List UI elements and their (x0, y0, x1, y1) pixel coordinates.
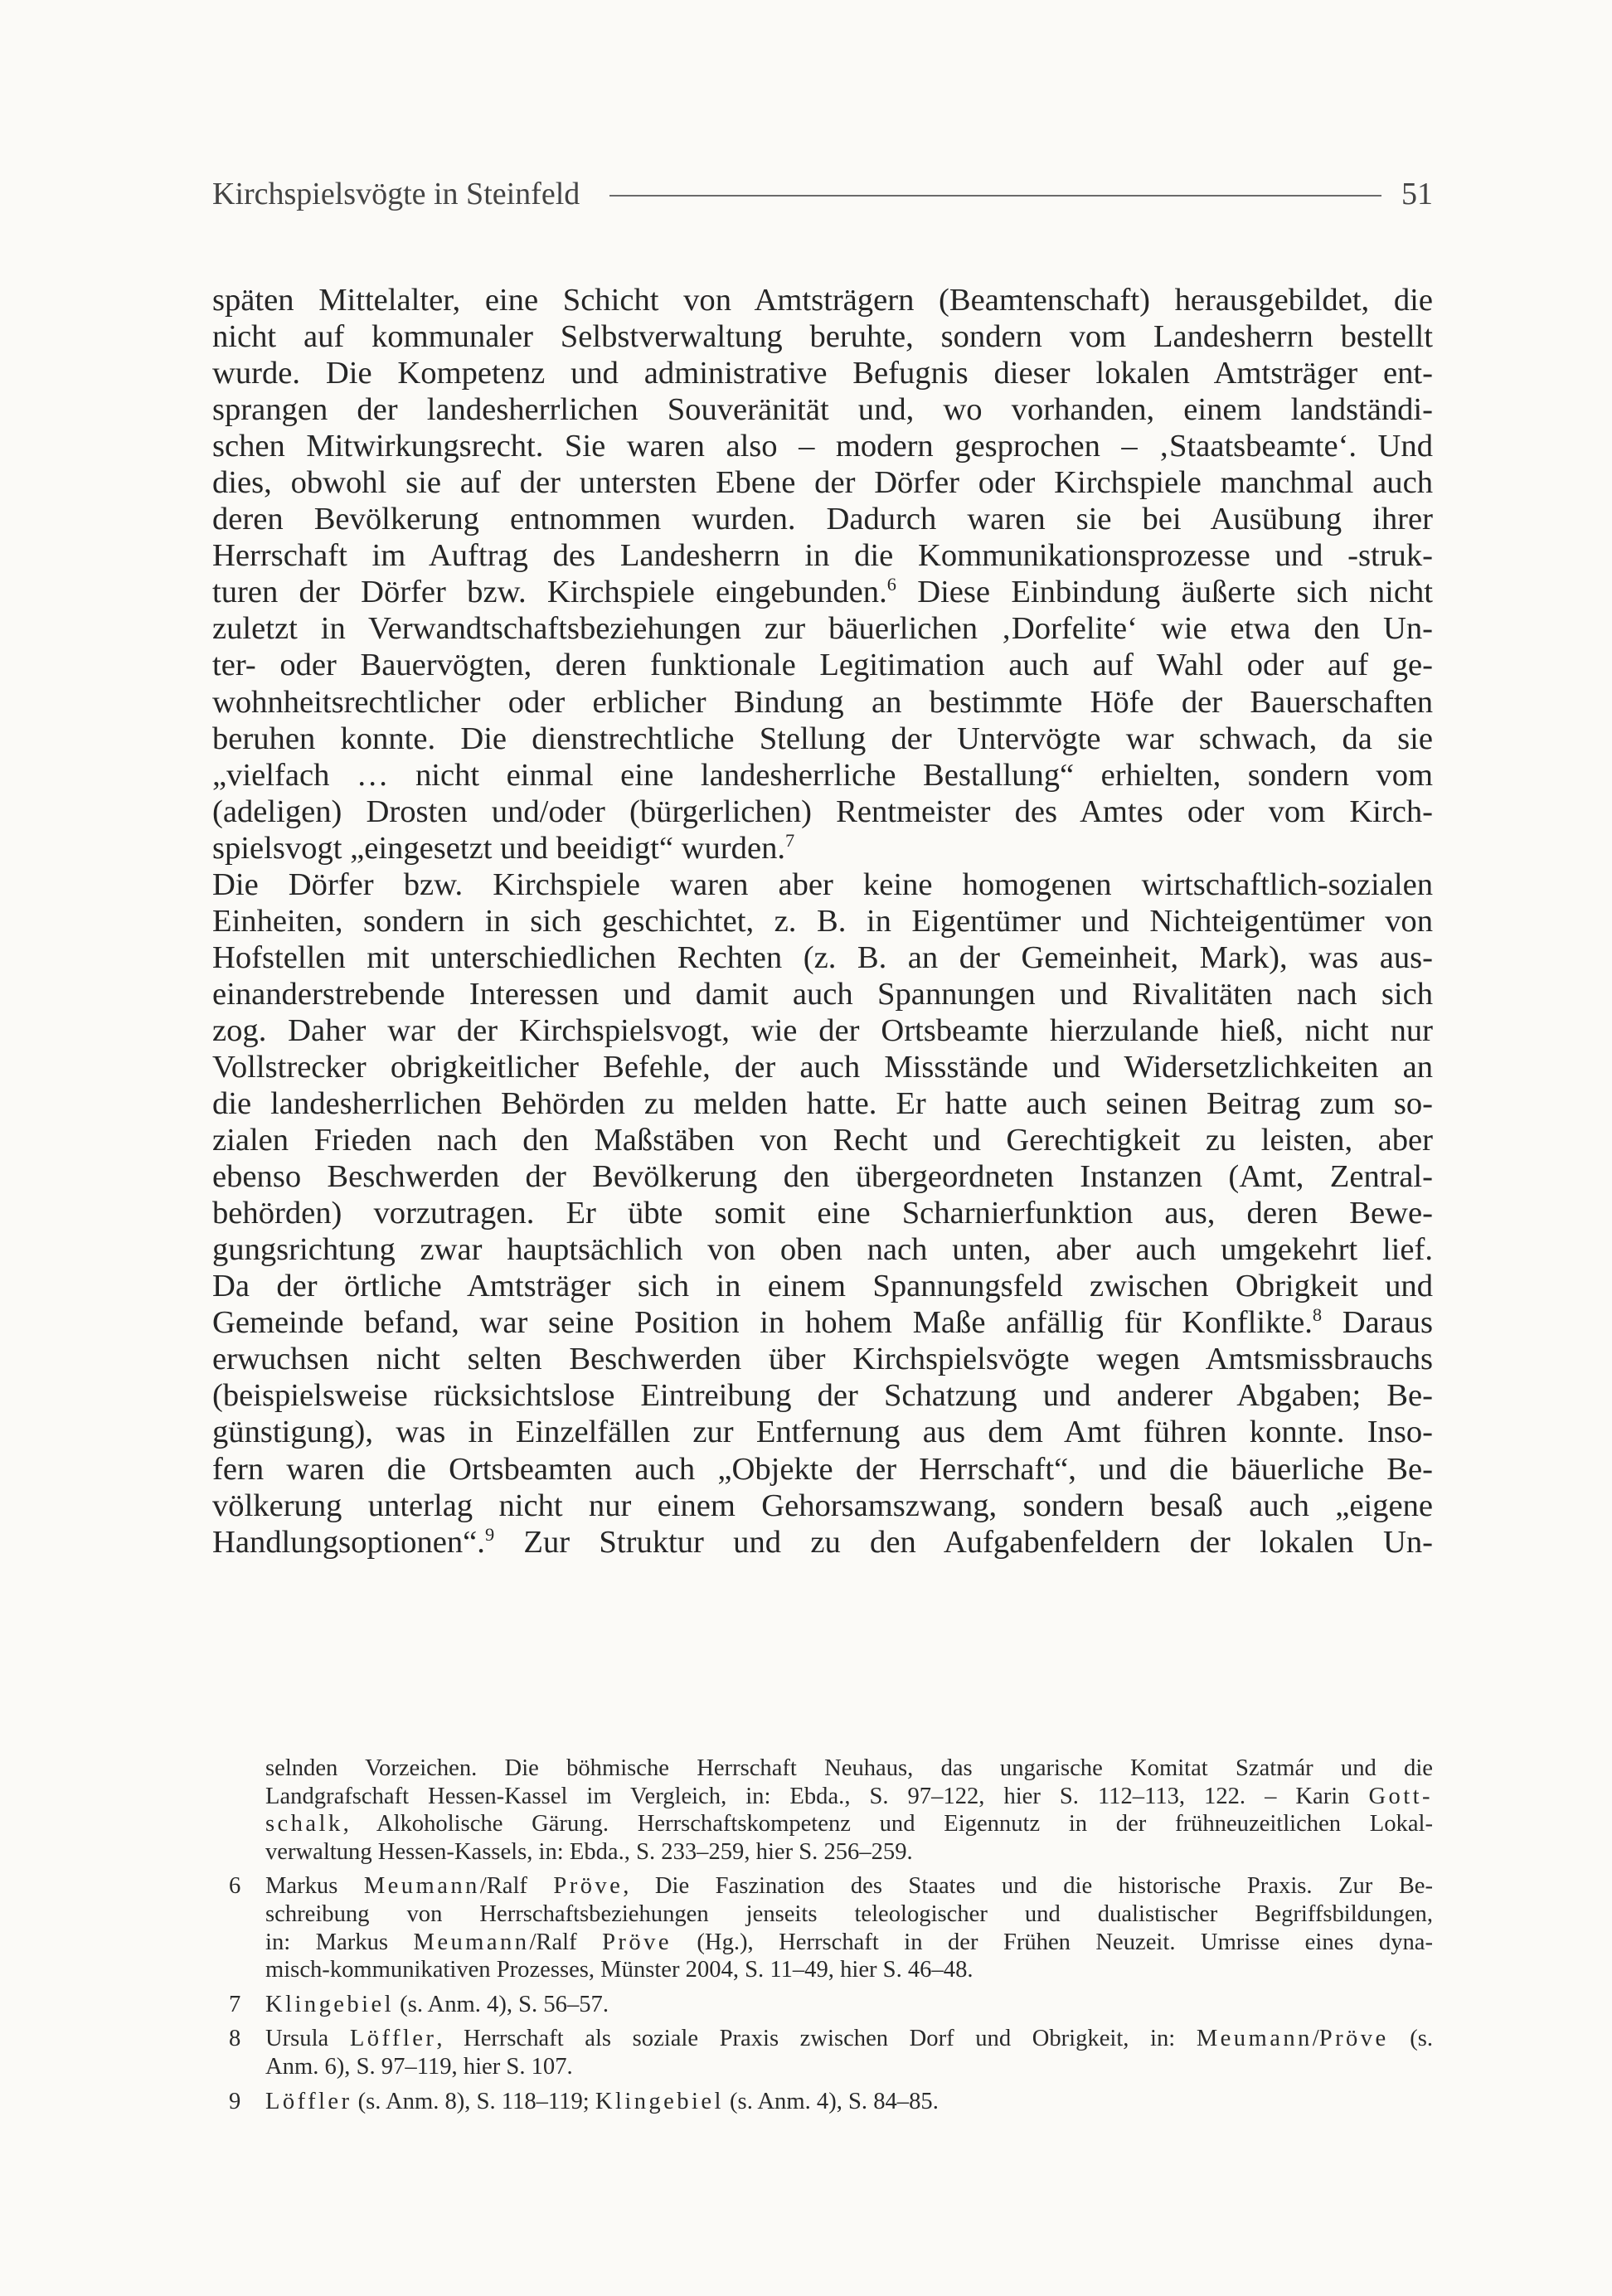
footnote-text: , Herrschaft als soziale Praxis zwischen Dorf und Obrigkeit, in: (436, 2026, 1197, 2052)
body-line: dies, obwohl sie auf der untersten Ebene der Dörfer oder Kirchspiele manchmal auch (212, 465, 1433, 501)
footnote-number: 6 (229, 1873, 241, 1900)
body-line: Einheiten, sondern in sich geschichtet, z. B. in Eigentümer und Nichteigentümer von (212, 903, 1433, 939)
footnote-text: (s. (1388, 2026, 1433, 2052)
footnote-text: Markus (265, 1873, 364, 1900)
body-text (212, 282, 1433, 1561)
body-line: fern waren die Ortsbeamten auch „Objekte der Herrschaft“, und die bäuerliche Be- (212, 1451, 1433, 1487)
body-line: günstigung), was in Einzelfällen zur Entfernung aus dem Amt führen konnte. Inso- (212, 1415, 1433, 1450)
body-line: Hofstellen mit unterschiedlichen Rechten (z. B. an der Gemeinheit, Mark), was aus- (212, 939, 1433, 975)
body-line: (beispielsweise rücksichtslose Eintreibung der Schatzung und anderer Abgaben; Be- (212, 1378, 1433, 1414)
body-line (212, 574, 1433, 610)
footnote-line: selnden Vorzeichen. Die böhmische Herrschaft Neuhaus, das ungarische Komitat Szatmár und die (265, 1755, 1433, 1781)
author-name: schalk (265, 1811, 343, 1837)
running-head-rule (609, 195, 1381, 197)
author-name: Löffler (265, 2088, 352, 2114)
footnote-line (265, 1872, 1433, 1900)
footnote-line: verwaltung Hessen-Kassels, in: Ebda., S. 233–259, hier S. 256–259. (265, 1838, 913, 1865)
body-line: nicht auf kommunaler Selbstverwaltung beruhte, sondern vom Landesherrn bestellt (212, 319, 1433, 355)
author-name: Klingebiel (595, 2088, 724, 2114)
footnote-number: 9 (229, 2088, 241, 2114)
author-name: Gott- (1368, 1783, 1433, 1809)
footnote-line (265, 1810, 1433, 1838)
footnote-text: (s. Anm. 8), S. 118–119; (352, 2088, 595, 2114)
footnote-text: Landgrafschaft Hessen-Kassel im Vergleich, in: Ebda., S. 97–122, hier S. 112–113, 122. – Karin (265, 1783, 1369, 1809)
body-line: beruhen konnte. Die dienstrechtliche Stellung der Untervögte war schwach, da sie (212, 721, 1433, 756)
body-line-text: turen der Dörfer bzw. Kirchspiele eingebunden. (212, 575, 887, 610)
body-line-text: Diese Einbindung äußerte sich nicht (896, 575, 1433, 610)
footnote-text: (Hg.), Herrschaft in der Frühen Neuzeit. Umrisse eines dyna- (671, 1929, 1433, 1955)
footnote-text: , Alkoholische Gärung. Herrschaftskompetenz und Eigennutz in der frühneuzeitlichen Lokal- (342, 1811, 1433, 1837)
body-line (212, 1304, 1433, 1341)
footnote-6 (212, 1872, 1433, 1983)
running-head (212, 171, 1433, 217)
body-line-text: Gemeinde befand, war seine Position in hohem Maße anfällig für Konflikte. (212, 1305, 1313, 1341)
author-name: Pröve (602, 1929, 672, 1955)
footnote-continued (212, 1755, 1433, 1866)
author-name: Meumann (1196, 2026, 1313, 2052)
author-name: Pröve (1318, 2026, 1389, 2052)
body-line: wohnheitsrechtlicher oder erblicher Bindung an bestimmte Höfe der Bauerschaften (212, 684, 1433, 720)
author-name: Löffler (349, 2026, 437, 2052)
body-line: Vollstrecker obrigkeitlicher Befehle, der auch Missstände und Widersetzlichkeiten an (212, 1049, 1433, 1085)
body-line: die landesherrlichen Behörden zu melden hatte. Er hatte auch seinen Beitrag zum so- (212, 1086, 1433, 1122)
footnote-line (265, 1783, 1433, 1811)
footnote-ref-6[interactable]: 6 (886, 574, 896, 595)
footnote-text: (s. Anm. 4), S. 56–57. (394, 1991, 609, 2017)
footnote-text: , Die Faszination des Staates und die historische Praxis. Zur Be- (623, 1873, 1433, 1900)
footnote-text: /Ralf (479, 1873, 554, 1900)
body-line: sprangen der landesherrlichen Souveränität und, wo vorhanden, einem landständi- (212, 392, 1433, 428)
footnote-9 (212, 2088, 1433, 2116)
body-line: erwuchsen nicht selten Beschwerden über Kirchspielsvögte wegen Amtsmissbrauchs (212, 1342, 1433, 1377)
body-line: gungsrichtung zwar hauptsächlich von oben nach unten, aber auch umgekehrt lief. (212, 1232, 1433, 1268)
body-line (212, 1524, 1433, 1561)
body-line: ter- oder Bauervögten, deren funktionale Legitimation auch auf Wahl oder auf ge- (212, 648, 1433, 683)
footnote-line: schreibung von Herrschaftsbeziehungen jenseits teleologischer und dualistischer Begriffsbildungen, (265, 1900, 1433, 1927)
author-name: Meumann (363, 1873, 480, 1900)
body-line: „vielfach … nicht einmal eine landesherrliche Bestallung“ erhielten, sondern vom (212, 757, 1433, 793)
author-name: Meumann (413, 1929, 530, 1955)
body-line: Herrschaft im Auftrag des Landesherrn in die Kommunikationsprozesse und -struk- (212, 538, 1433, 574)
footnote-ref-9[interactable]: 9 (484, 1523, 495, 1545)
body-line: Da der örtliche Amtsträger sich in einem Spannungsfeld zwischen Obrigkeit und (212, 1269, 1433, 1304)
footnote-line: Anm. 6), S. 97–119, hier S. 107. (265, 2053, 573, 2080)
footnote-line (265, 1991, 1433, 2019)
footnote-text: Ursula (265, 2026, 350, 2052)
running-head-title: Kirchspielsvögte in Steinfeld (212, 177, 580, 211)
footnote-line: misch-kommunikativen Prozesses, Münster 2004, S. 11–49, hier S. 46–48. (265, 1957, 974, 1983)
footnotes (212, 1755, 1433, 2115)
body-line: völkerung unterlag nicht nur einem Gehorsamszwang, sondern besaß auch „eigene (212, 1488, 1433, 1523)
body-line-text: Daraus (1322, 1305, 1433, 1341)
body-line: (adeligen) Drosten und/oder (bürgerlichen) Rentmeister des Amtes oder vom Kirch- (212, 794, 1433, 829)
footnote-7 (212, 1991, 1433, 2019)
body-line-text: Zur Struktur und zu den Aufgabenfeldern der lokalen Un- (494, 1524, 1433, 1560)
footnote-number: 8 (229, 2026, 241, 2052)
footnote-line (265, 2088, 1433, 2116)
body-line: späten Mittelalter, eine Schicht von Amtsträgern (Beamtenschaft) herausgebildet, die (212, 283, 1433, 318)
body-line: deren Bevölkerung entnommen wurden. Dadurch waren sie bei Ausübung ihrer (212, 502, 1433, 537)
body-line: zialen Frieden nach den Maßstäben von Recht und Gerechtigkeit zu leisten, aber (212, 1123, 1433, 1158)
footnote-text: /Ralf (529, 1929, 603, 1955)
body-line-text: Handlungsoptionen“. (212, 1524, 485, 1560)
body-line: schen Mitwirkungsrecht. Sie waren also – modern gesprochen – ‚Staatsbeamte‘. Und (212, 429, 1433, 464)
author-name: Klingebiel (265, 1991, 395, 2017)
body-line (212, 830, 1433, 866)
footnote-ref-8[interactable]: 8 (1312, 1304, 1323, 1326)
body-line: ebenso Beschwerden der Bevölkerung den übergeordneten Instanzen (Amt, Zentral- (212, 1159, 1433, 1195)
page-number: 51 (1401, 177, 1433, 211)
footnote-number: 7 (229, 1991, 241, 2017)
footnote-ref-7[interactable]: 7 (785, 829, 795, 851)
body-line: einanderstrebende Interessen und damit auch Spannungen und Rivalitäten nach sich (212, 976, 1433, 1012)
body-line: Die Dörfer bzw. Kirchspiele waren aber keine homogenen wirtschaftlich-sozialen (212, 866, 1433, 902)
footnote-text: in: Markus (265, 1929, 414, 1955)
body-line: zuletzt in Verwandtschaftsbeziehungen zur bäuerlichen ‚Dorfelite‘ wie etwa den Un- (212, 611, 1433, 647)
body-line: behörden) vorzutragen. Er übte somit eine Scharnierfunktion aus, deren Bewe- (212, 1196, 1433, 1231)
body-line: zog. Daher war der Kirchspielsvogt, wie der Ortsbeamte hierzulande hieß, nicht nur (212, 1012, 1433, 1048)
footnote-line (265, 1929, 1433, 1957)
footnote-line (265, 2025, 1433, 2053)
footnote-8 (212, 2025, 1433, 2080)
footnote-text: (s. Anm. 4), S. 84–85. (723, 2088, 939, 2114)
footnote-text: / (1312, 2026, 1319, 2052)
author-name: Pröve (553, 1873, 624, 1900)
body-line-text: spielsvogt „eingesetzt und beeidigt“ wurden. (212, 830, 785, 866)
body-line: wurde. Die Kompetenz und administrative Befugnis dieser lokalen Amtsträger ent- (212, 356, 1433, 391)
